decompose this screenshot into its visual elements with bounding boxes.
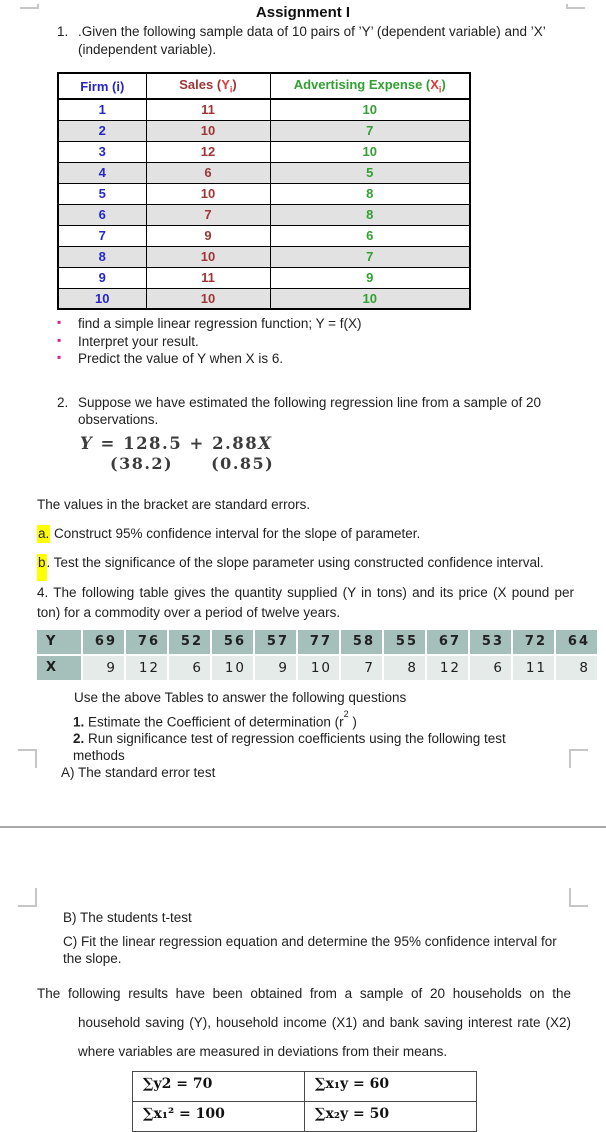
x-value-cell: 6 [169,656,210,680]
cell-firm: 1 [58,99,146,120]
crop-mark-page2-top-left [18,888,37,907]
header-adv-variable: $X_i$ [430,77,442,95]
table-row [58,99,470,120]
r-squared-superscript: 2 [343,708,349,719]
sub-question-1: 1. Estimate the Coefficient of determination ($r^2$ ) [73,708,357,729]
cell-sales: 6 [146,162,270,183]
cell-firm: 10 [58,288,146,309]
equation-y-variable: Y [80,433,94,453]
question-2 [57,394,606,429]
cell-advertising: 8 [270,183,470,204]
y-value-cell: 58 [341,630,382,654]
header-adv-label: Advertising Expense ( [293,77,431,93]
y-value-cell: 55 [384,630,425,654]
table-row [58,288,470,309]
cell-firm: 5 [58,183,146,204]
question-1-number: 1. [57,24,69,39]
header-sales-variable: $Y_i$ [221,77,233,95]
table-row [58,183,470,204]
use-tables-instruction: Use the above Tables to answer the following questions [74,689,407,705]
sum-y-squared: ∑y2 = 70 [133,1071,305,1101]
summation-table [132,1071,477,1132]
table-row [58,162,470,183]
cell-advertising: 7 [270,246,470,267]
cell-advertising: 10 [270,141,470,162]
crop-mark-page1-bottom-right [569,749,588,768]
table-row [58,246,470,267]
document-page [0,4,606,1122]
item-a: a. Construct 95% confidence interval for the slope of parameter. [38,525,421,541]
y-value-cell: 56 [212,630,253,654]
x-value-cell: 9 [255,656,296,680]
cell-sales: 11 [146,99,270,120]
header-firm-label: Firm (i) [80,78,125,94]
task-bullet-list [57,315,606,368]
cell-advertising: 7 [270,120,470,141]
crop-mark-page1-bottom-left [18,749,37,768]
y-value-cell: 77 [298,630,339,654]
cell-sales: 10 [146,183,270,204]
x-value-cell: 10 [212,656,253,680]
sum-x1-squared: ∑x₁² = 100 [133,1101,305,1131]
question-2-number: 2. [57,394,69,410]
crop-mark-top-right [566,4,585,9]
cell-advertising: 5 [270,162,470,183]
page-2-content [0,909,606,1132]
cell-firm: 4 [58,162,146,183]
cell-advertising: 8 [270,204,470,225]
x-value-cell: 10 [298,656,339,680]
y-value-cell: 53 [470,630,511,654]
highlight-b: b [37,554,47,581]
cell-firm: 9 [58,267,146,288]
table-body [58,99,470,309]
y-value-cell: 76 [126,630,167,654]
summation-row-1 [133,1071,477,1101]
question-4-text: 4. The following table gives the quantity supplied (Y in tons) and its price (X pound per ton) for a commodity over a period of twelve years. [37,584,574,620]
equation-x-variable: X [258,433,273,453]
cell-firm: 2 [58,120,146,141]
x-value-cell: 8 [384,656,425,680]
question-1 [57,23,606,58]
x-value-cell: 7 [341,656,382,680]
cell-advertising: 9 [270,267,470,288]
cell-firm: 3 [58,141,146,162]
cell-advertising: 6 [270,225,470,246]
method-b: B) The students t-test [63,910,192,925]
firm-sales-table [57,72,471,310]
regression-equation: Y = 128.5 + 2.88X [80,433,273,453]
item-b: b. Test the significance of the slope parameter using constructed confidence interval. [37,555,606,570]
x-row [37,656,597,680]
y-value-cell: 67 [427,630,468,654]
standard-errors-line [110,454,606,473]
sum-x1y: ∑x₁y = 60 [305,1071,477,1101]
x-value-cell: 12 [126,656,167,680]
task-bullet-item: ▪ Predict the value of Y when X is 6. [57,350,606,368]
cell-sales: 9 [146,225,270,246]
cell-sales: 10 [146,246,270,267]
header-sales: Sales $(Y_i)$ [146,73,270,99]
crop-mark-page2-top-right [569,888,588,907]
quantity-price-table [35,628,599,682]
method-c: C) Fit the linear regression equation and determine the 95% confidence interval for the slope. [63,933,557,966]
table-row [58,225,470,246]
cell-sales: 7 [146,204,270,225]
households-paragraph: The following results have been obtained from a sample of 20 households on the household saving (Y), household income (X1) and bank saving interest rate (X2) where variables are measured in deviations from their means. [37,985,571,1059]
x-value-cell: 11 [513,656,554,680]
cell-sales: 12 [146,141,270,162]
cell-sales: 11 [146,267,270,288]
y-value-cell: 69 [83,630,124,654]
cell-firm: 7 [58,225,146,246]
page-separator-line [0,826,606,828]
method-a: A) The standard error test [61,765,216,780]
x-value-cell: 9 [83,656,124,680]
cell-sales: 10 [146,120,270,141]
table-row [58,141,470,162]
cell-sales: 10 [146,288,270,309]
table-row [58,267,470,288]
task-bullet-item: ▪ Interpret your result. [57,333,606,351]
header-advertising: Advertising Expense $(X_i)$ [270,73,470,99]
question-2-text: Suppose we have estimated the following regression line from a sample of 20 observations. [78,394,542,427]
y-row-label: Y [37,630,81,654]
y-row [37,630,597,654]
y-value-cell: 72 [513,630,554,654]
se-slope: (0.85) [211,453,275,473]
bracket-note: The values in the bracket are standard errors. [37,496,311,512]
highlight-a: a. [38,525,50,541]
y-value-cell: 57 [255,630,296,654]
task-bullet-item: ▪ find a simple linear regression function; Y = f(X) [57,315,606,333]
cell-firm: 6 [58,204,146,225]
y-value-cell: 64 [556,630,597,654]
table-header-row [58,73,470,99]
table-row [58,204,470,225]
sub-question-2: 2. Run significance test of regression coefficients using the following test methods [73,731,506,763]
x-row-label: X [37,656,81,680]
cell-firm: 8 [58,246,146,267]
x-value-cell: 12 [427,656,468,680]
question-1-text: .Given the following sample data of 10 pairs of ’Y’ (dependent variable) and ’X’ (independent variable). [78,24,546,57]
page-title: Assignment I [255,4,351,21]
table-row [58,120,470,141]
crop-mark-top-left [20,4,39,9]
header-firm [58,73,146,99]
y-value-cell: 52 [169,630,210,654]
x-value-cell: 8 [556,656,597,680]
summation-row-2 [133,1101,477,1131]
cell-advertising: 10 [270,99,470,120]
cell-advertising: 10 [270,288,470,309]
sum-x2y: ∑x₂y = 50 [305,1101,477,1131]
x-value-cell: 6 [470,656,511,680]
header-sales-label: Sales ( [179,77,222,93]
se-intercept: (38.2) [110,453,174,473]
